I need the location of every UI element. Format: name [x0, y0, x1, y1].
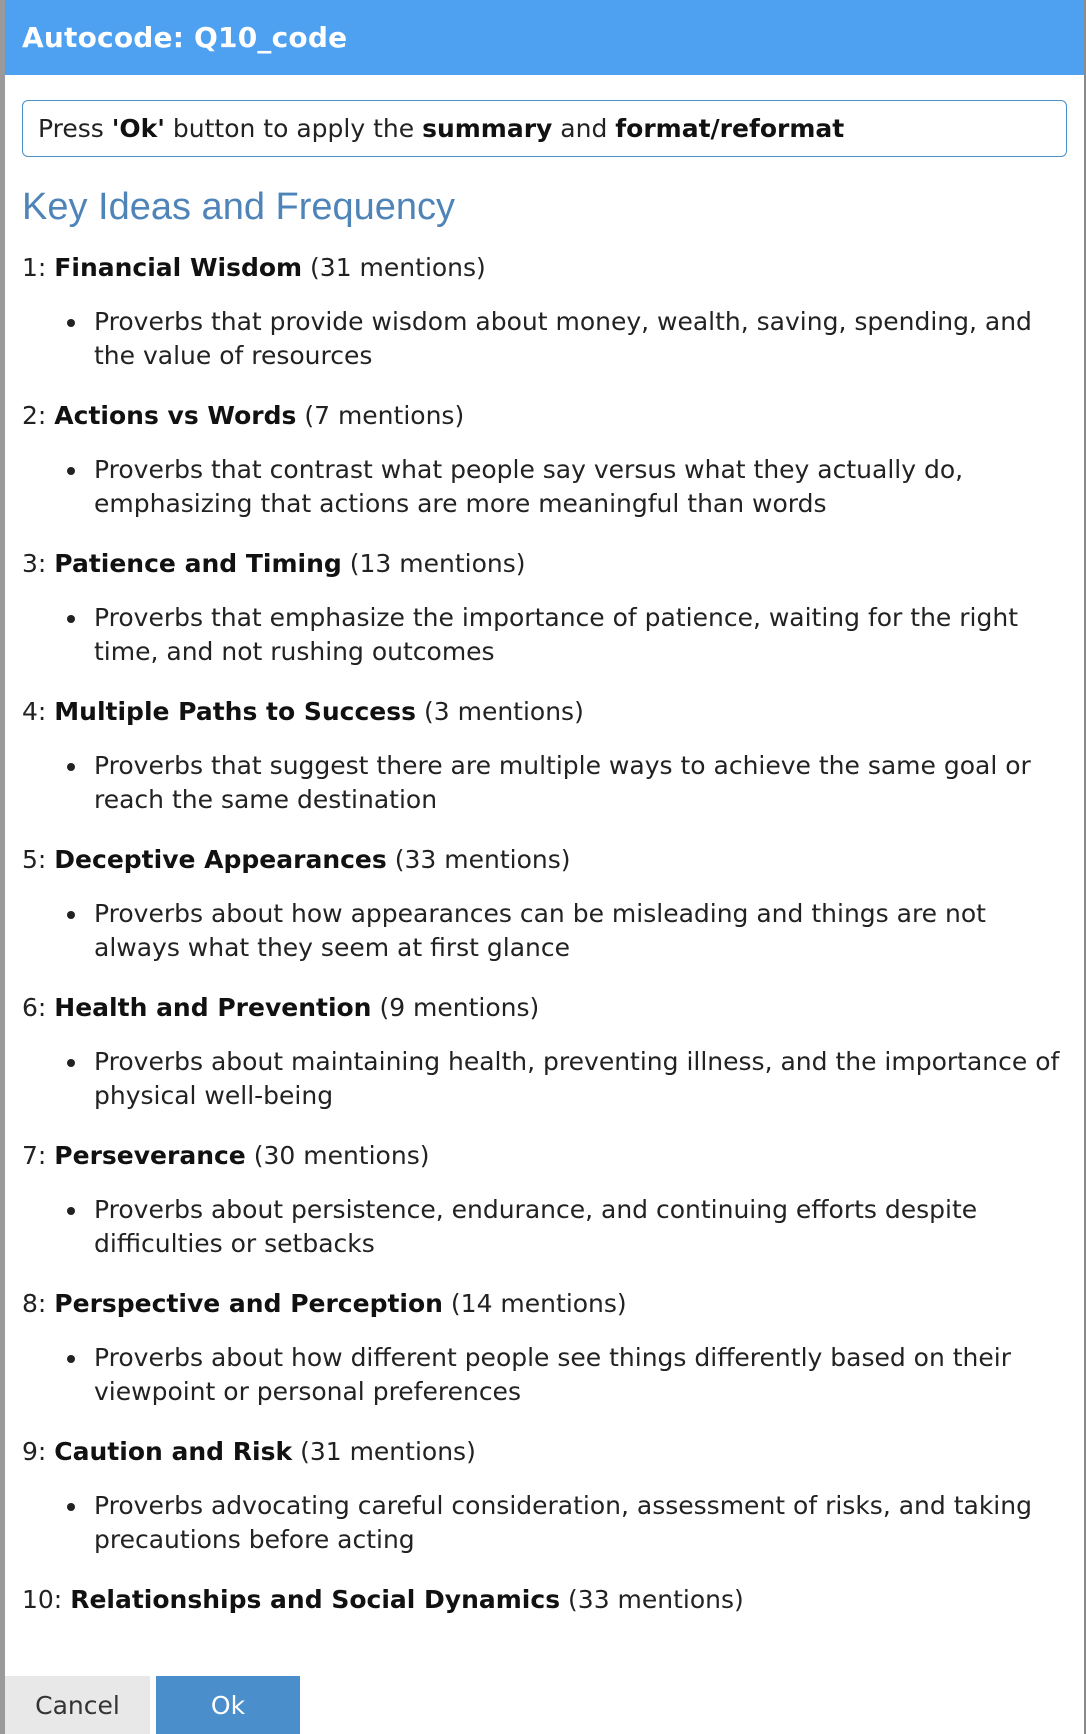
theme-description-text: Proverbs that emphasize the importance of patience, waiting for the right time, and not rushing outcomes	[94, 602, 1018, 666]
theme-title-line	[22, 1435, 1067, 1469]
instruction-notice	[22, 100, 1067, 157]
theme-index: 6:	[22, 992, 47, 1022]
theme-description-text: Proverbs about how appearances can be misleading and things are not always what they seem at first glance	[94, 898, 986, 962]
theme-description-text: Proverbs about how different people see things differently based on their viewpoint or personal preferences	[94, 1342, 1012, 1406]
bullet-icon	[67, 1059, 75, 1067]
dialog-titlebar[interactable]	[5, 0, 1084, 75]
theme-description	[22, 1045, 1067, 1113]
theme-description	[22, 749, 1067, 817]
theme-title-line	[22, 1287, 1067, 1321]
bullet-icon	[67, 1503, 75, 1511]
themes-list	[22, 251, 1067, 1617]
theme-name: Actions vs Words	[54, 400, 297, 430]
theme-mentions: (14 mentions)	[450, 1288, 627, 1318]
theme-item	[22, 399, 1067, 521]
theme-title-line	[22, 991, 1067, 1025]
theme-mentions: (3 mentions)	[423, 696, 584, 726]
theme-mentions: (9 mentions)	[379, 992, 540, 1022]
theme-index: 1:	[22, 252, 47, 282]
dialog-content	[5, 100, 1084, 1617]
section-heading: Key Ideas and Frequency	[22, 186, 456, 228]
theme-name: Health and Prevention	[54, 992, 372, 1022]
bullet-icon	[67, 911, 75, 919]
theme-name: Deceptive Appearances	[54, 844, 387, 874]
theme-name: Patience and Timing	[54, 548, 342, 578]
theme-item	[22, 547, 1067, 669]
theme-mentions: (13 mentions)	[349, 548, 526, 578]
theme-index: 8:	[22, 1288, 47, 1318]
theme-mentions: (31 mentions)	[300, 1436, 476, 1466]
theme-mentions: (33 mentions)	[394, 844, 571, 874]
theme-index: 2:	[22, 400, 47, 430]
bullet-icon	[67, 467, 75, 475]
cancel-button[interactable]: Cancel	[5, 1676, 150, 1734]
theme-item	[22, 251, 1067, 373]
theme-description	[22, 1489, 1067, 1557]
theme-mentions: (33 mentions)	[568, 1584, 744, 1614]
theme-title-line	[22, 843, 1067, 877]
bullet-icon	[67, 1207, 75, 1215]
theme-description-text: Proverbs that contrast what people say versus what they actually do, emphasizing that actions are more meaningful than words	[94, 454, 964, 518]
dialog-footer	[5, 1676, 300, 1734]
theme-name: Multiple Paths to Success	[54, 696, 417, 726]
theme-name: Financial Wisdom	[54, 252, 303, 282]
notice-button-name: 'Ok'	[111, 114, 165, 143]
bullet-icon	[67, 615, 75, 623]
bullet-icon	[67, 763, 75, 771]
theme-description	[22, 601, 1067, 669]
theme-name: Relationships and Social Dynamics	[70, 1584, 561, 1614]
notice-middle: button to apply the	[164, 114, 423, 143]
theme-mentions: (7 mentions)	[304, 400, 465, 430]
theme-name: Perspective and Perception	[54, 1288, 443, 1318]
theme-index: 9:	[22, 1436, 47, 1466]
theme-title-line	[22, 251, 1067, 285]
theme-description	[22, 897, 1067, 965]
theme-title-line	[22, 1139, 1067, 1173]
theme-description-text: Proverbs that provide wisdom about money, wealth, saving, spending, and the value of resources	[94, 306, 1032, 370]
theme-item	[22, 1139, 1067, 1261]
theme-description	[22, 1341, 1067, 1409]
theme-title-line	[22, 1583, 1067, 1617]
theme-item	[22, 991, 1067, 1113]
theme-title-line	[22, 547, 1067, 581]
notice-format: format/reformat	[615, 114, 845, 143]
theme-index: 7:	[22, 1140, 47, 1170]
theme-item	[22, 695, 1067, 817]
bullet-icon	[67, 319, 75, 327]
theme-mentions: (31 mentions)	[310, 252, 486, 282]
theme-item	[22, 1435, 1067, 1557]
theme-index: 4:	[22, 696, 47, 726]
theme-item	[22, 1287, 1067, 1409]
theme-index: 5:	[22, 844, 47, 874]
theme-title-line	[22, 695, 1067, 729]
bullet-icon	[67, 1355, 75, 1363]
theme-title-line	[22, 399, 1067, 433]
theme-description-text: Proverbs advocating careful consideration, assessment of risks, and taking precautions before acting	[94, 1490, 1032, 1554]
theme-item	[22, 1583, 1067, 1617]
theme-item	[22, 843, 1067, 965]
notice-prefix: Press	[38, 114, 112, 143]
theme-name: Perseverance	[54, 1140, 246, 1170]
notice-summary: summary	[422, 114, 553, 143]
dialog-title: Autocode: Q10_code	[22, 21, 348, 54]
theme-name: Caution and Risk	[54, 1436, 293, 1466]
notice-and: and	[552, 114, 616, 143]
theme-index: 10:	[22, 1584, 63, 1614]
autocode-dialog	[5, 0, 1084, 1734]
theme-description-text: Proverbs about maintaining health, preventing illness, and the importance of physical well-being	[94, 1046, 1060, 1110]
theme-index: 3:	[22, 548, 47, 578]
theme-description	[22, 305, 1067, 373]
theme-description	[22, 1193, 1067, 1261]
theme-description-text: Proverbs that suggest there are multiple ways to achieve the same goal or reach the same destination	[94, 750, 1031, 814]
theme-description-text: Proverbs about persistence, endurance, and continuing efforts despite difficulties or setbacks	[94, 1194, 978, 1258]
theme-description	[22, 453, 1067, 521]
ok-button[interactable]: Ok	[156, 1676, 300, 1734]
theme-mentions: (30 mentions)	[253, 1140, 430, 1170]
